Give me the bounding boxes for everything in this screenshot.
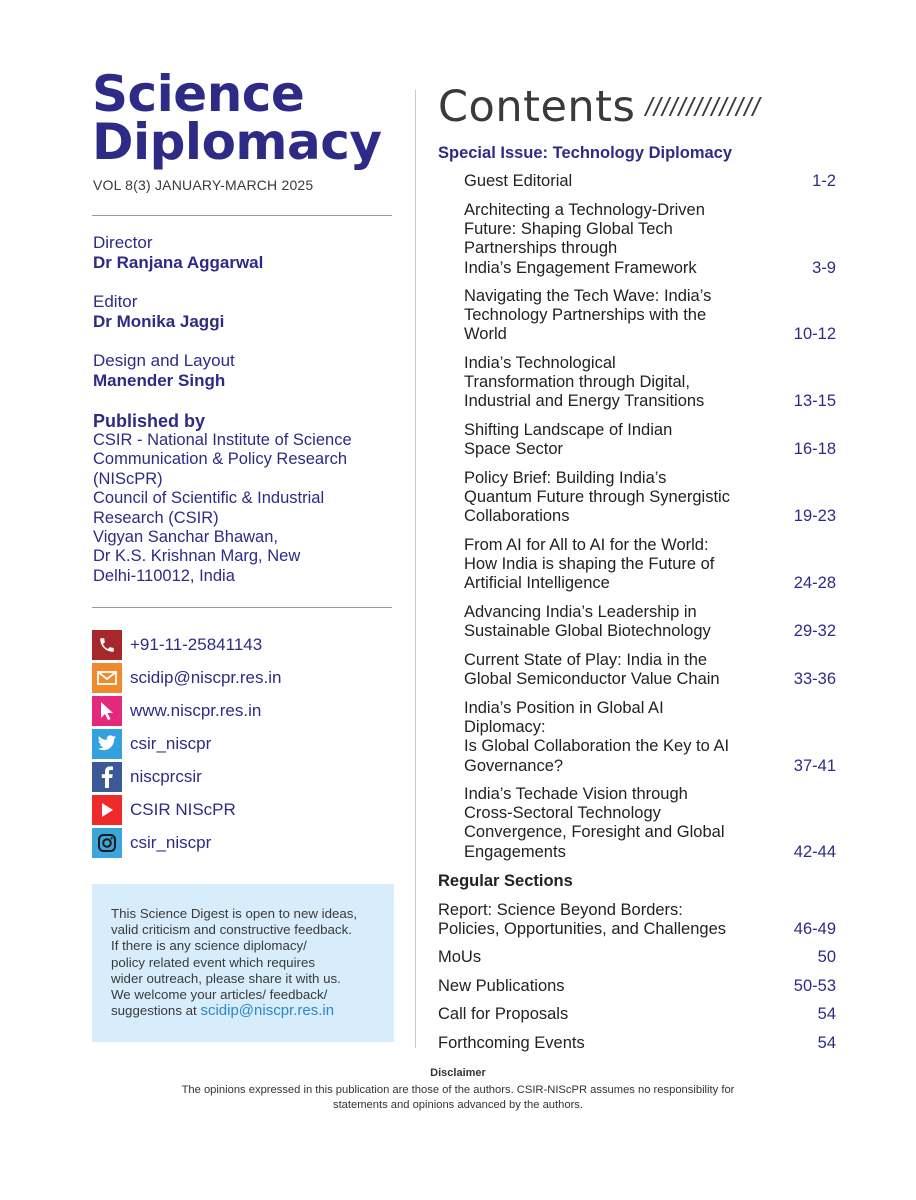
toc-title-line: Global Semiconductor Value Chain	[464, 670, 720, 689]
toc-title-line: India’s Engagement Framework	[464, 258, 697, 277]
feedback-note	[92, 884, 394, 1042]
contact-youtube[interactable]	[92, 793, 281, 826]
twitter-icon	[92, 729, 122, 759]
toc-item[interactable]	[464, 421, 836, 459]
contact-website[interactable]	[92, 694, 281, 727]
toc-title-line: Policies, Opportunities, and Challenges	[438, 920, 727, 939]
contact-text: scidip@niscpr.res.in	[130, 667, 282, 687]
publisher-line: Communication & Policy Research	[93, 450, 348, 469]
publisher-line: Delhi-110012, India	[93, 566, 235, 585]
toc-title-line: Report: Science Beyond Borders:	[438, 901, 683, 919]
toc-title-line: New Publications	[438, 977, 565, 995]
volume-info: VOL 8(3) JANUARY-MARCH 2025	[93, 177, 314, 193]
toc-item[interactable]	[438, 948, 836, 967]
slash-decoration: //////////////	[645, 91, 761, 122]
role-label: Design and Layout	[93, 351, 235, 370]
publisher-line: Research (CSIR)	[93, 508, 219, 527]
note-line: policy related event which requires	[111, 954, 315, 970]
toc-title-line: How India is shaping the Future of	[464, 555, 715, 574]
toc-pages: 1-2	[812, 172, 836, 190]
role-name: Dr Monika Jaggi	[93, 312, 225, 331]
toc-item[interactable]	[464, 201, 836, 278]
column-divider	[415, 90, 416, 1048]
disclaimer-text: The opinions expressed in this publication are those of the authors. CSIR-NIScPR assumes no responsibility for	[181, 1084, 735, 1096]
publisher-heading: Published by	[93, 411, 206, 431]
director-block	[93, 233, 263, 273]
toc-title-line: Transformation through Digital,	[464, 373, 690, 392]
toc-pages: 16-18	[793, 440, 836, 459]
toc-pages: 50-53	[793, 977, 836, 995]
publisher-line: CSIR - National Institute of Science	[93, 431, 352, 449]
toc-title-line: World	[464, 325, 507, 344]
toc-pages: 33-36	[793, 670, 836, 689]
toc-item[interactable]	[438, 1034, 836, 1053]
contact-list	[92, 628, 281, 859]
toc-title-line: Advancing India’s Leadership in	[464, 603, 697, 621]
toc-title-line: Sustainable Global Biotechnology	[464, 622, 711, 641]
contact-text: niscprcsir	[130, 766, 202, 786]
contact-facebook[interactable]	[92, 760, 281, 793]
toc-pages: 37-41	[793, 756, 836, 775]
toc-item[interactable]	[464, 603, 836, 641]
toc-pages: 54	[817, 1034, 836, 1052]
contents-title: Contents	[438, 82, 636, 132]
toc-item[interactable]	[464, 469, 836, 527]
toc-item[interactable]	[464, 287, 836, 345]
toc-title-line: MoUs	[438, 948, 482, 966]
note-email-link[interactable]: scidip@niscpr.res.in	[200, 1002, 335, 1020]
toc-pages: 24-28	[793, 574, 836, 593]
editor-block	[93, 292, 224, 332]
contact-twitter[interactable]	[92, 727, 281, 760]
toc-pages: 46-49	[793, 920, 836, 939]
toc-title-line: Artificial Intelligence	[464, 574, 610, 593]
divider	[92, 607, 392, 608]
toc-pages: 54	[817, 1005, 836, 1023]
toc-title-line: Current State of Play: India in the	[464, 651, 708, 669]
masthead	[92, 65, 382, 171]
toc-title-line: Technology Partnerships with the	[464, 306, 707, 325]
toc-item[interactable]	[464, 536, 836, 594]
contact-text: csir_niscpr	[130, 832, 212, 852]
role-name: Manender Singh	[93, 371, 226, 390]
phone-icon	[92, 630, 122, 660]
toc-item[interactable]	[464, 699, 836, 776]
toc-title-line: From AI for All to AI for the World:	[464, 536, 709, 554]
note-line: If there is any science diplomacy/	[111, 938, 307, 954]
toc-title-line: Convergence, Foresight and Global	[464, 823, 725, 842]
toc-item[interactable]	[464, 172, 836, 191]
contact-text: CSIR NIScPR	[130, 799, 236, 819]
toc-title-line: Collaborations	[464, 507, 570, 526]
publisher-line: Dr K.S. Krishnan Marg, New	[93, 547, 301, 566]
toc-title-line: Call for Proposals	[438, 1005, 569, 1023]
toc-title-line: Industrial and Energy Transitions	[464, 392, 705, 411]
contact-text: www.niscpr.res.in	[130, 700, 262, 720]
toc-title-line: Navigating the Tech Wave: India’s	[464, 287, 712, 305]
note-line: We welcome your articles/ feedback/	[111, 987, 328, 1003]
note-line: wider outreach, please share it with us.	[111, 970, 341, 986]
role-label: Director	[93, 233, 153, 252]
toc-title-line: India’s Technological	[464, 354, 616, 372]
toc-title-line: Guest Editorial	[464, 172, 573, 190]
role-label: Editor	[93, 292, 138, 311]
toc-item[interactable]	[438, 1005, 836, 1024]
publisher-line: Vigyan Sanchar Bhawan,	[93, 528, 278, 547]
disclaimer-text: statements and opinions advanced by the authors.	[332, 1099, 584, 1111]
toc-title-line: Diplomacy:	[464, 718, 546, 737]
toc-title-line: Shifting Landscape of Indian	[464, 421, 673, 439]
toc-item[interactable]	[464, 354, 836, 412]
toc-pages: 3-9	[812, 258, 836, 277]
toc-title-line: Cross-Sectoral Technology	[464, 804, 661, 823]
toc-title-line: India’s Techade Vision through	[464, 785, 688, 803]
disclaimer-title: Disclaimer	[430, 1067, 486, 1079]
divider	[92, 215, 392, 216]
youtube-icon	[92, 795, 122, 825]
toc-title-line: Is Global Collaboration the Key to AI	[464, 737, 730, 756]
role-name: Dr Ranjana Aggarwal	[93, 253, 264, 272]
toc-title-line: Space Sector	[464, 440, 564, 459]
masthead-title-line2: Diplomacy	[92, 113, 382, 171]
special-issue-heading: Special Issue: Technology Diplomacy	[438, 144, 733, 162]
contact-phone[interactable]	[92, 628, 281, 661]
note-line: This Science Digest is open to new ideas,	[111, 906, 358, 921]
toc-pages: 19-23	[793, 507, 836, 526]
toc-title-line: Forthcoming Events	[438, 1034, 585, 1052]
contact-text: +91-11-25841143	[130, 634, 263, 654]
toc-pages: 50	[817, 948, 836, 966]
cursor-icon	[92, 696, 122, 726]
toc-title-line: Future: Shaping Global Tech	[464, 220, 673, 239]
toc-item[interactable]	[438, 901, 836, 939]
toc-pages: 29-32	[793, 622, 836, 641]
toc-title-line: Partnerships through	[464, 239, 618, 258]
regular-sections-heading: Regular Sections	[438, 872, 573, 890]
toc-item[interactable]	[438, 977, 836, 996]
toc-pages: 42-44	[793, 842, 836, 861]
toc-title-line: Quantum Future through Synergistic	[464, 488, 730, 507]
toc-item[interactable]	[464, 651, 836, 689]
publisher-block	[93, 411, 393, 586]
design-block	[93, 351, 235, 391]
toc-pages: 13-15	[793, 392, 836, 411]
contact-instagram[interactable]	[92, 826, 281, 859]
instagram-icon	[92, 828, 122, 858]
toc-title-line: Engagements	[464, 842, 566, 861]
note-last-line	[111, 1003, 380, 1019]
publisher-line: (NIScPR)	[93, 469, 163, 488]
toc-title-line: India’s Position in Global AI	[464, 699, 664, 717]
toc-title-line: Policy Brief: Building India’s	[464, 469, 667, 487]
toc-item[interactable]	[464, 785, 836, 862]
note-prefix: suggestions at	[111, 1003, 201, 1019]
facebook-icon	[92, 762, 122, 792]
note-line: valid criticism and constructive feedback.	[111, 922, 352, 938]
toc-title-line: Governance?	[464, 756, 564, 775]
masthead-title-line1: Science	[92, 65, 305, 123]
toc-title-line: Architecting a Technology-Driven	[464, 201, 705, 219]
toc-pages: 10-12	[793, 325, 836, 344]
contents-header	[438, 82, 761, 132]
contact-text: csir_niscpr	[130, 733, 212, 753]
contact-email[interactable]	[92, 661, 281, 694]
mail-icon	[92, 663, 122, 693]
publisher-line: Council of Scientific & Industrial	[93, 489, 325, 508]
